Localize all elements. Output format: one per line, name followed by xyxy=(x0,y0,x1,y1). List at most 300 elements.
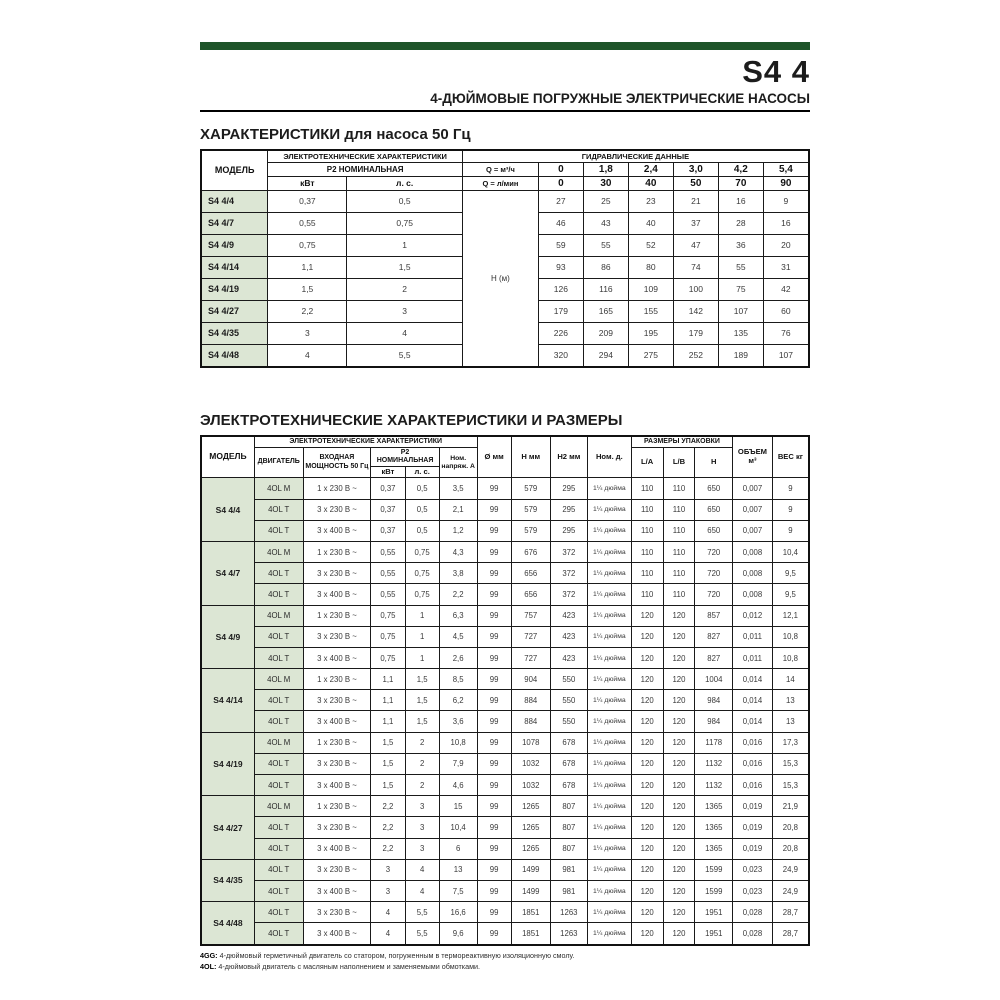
head-value-cell: 107 xyxy=(763,344,809,367)
current-cell: 13 xyxy=(439,859,477,880)
h2-cell: 807 xyxy=(550,796,587,817)
q-value: 70 xyxy=(718,176,763,190)
pack-h-cell: 1004 xyxy=(695,669,733,690)
la-header: L/A xyxy=(631,447,663,478)
table-header-row xyxy=(201,176,809,190)
kw-cell: 1,5 xyxy=(371,732,405,753)
nominal-diameter-cell: 1¼ дюйма xyxy=(587,626,631,647)
current-cell: 16,6 xyxy=(439,902,477,923)
current-cell: 2,6 xyxy=(439,647,477,668)
table-row xyxy=(201,563,809,584)
current-cell: 6,3 xyxy=(439,605,477,626)
h2-cell: 550 xyxy=(550,669,587,690)
head-value-cell: 20 xyxy=(763,234,809,256)
h-cell: 1851 xyxy=(511,923,550,945)
voltage-cell: 1 x 230 В ~ xyxy=(303,732,371,753)
h-cell: 579 xyxy=(511,520,550,541)
model-cell: S4 4/27 xyxy=(201,300,268,322)
current-cell: 15 xyxy=(439,796,477,817)
head-value-cell: 294 xyxy=(583,344,628,367)
pack-h-cell: 1365 xyxy=(695,796,733,817)
la-cell: 120 xyxy=(631,711,663,732)
nominal-current-header: Ном. напряж. А xyxy=(439,447,477,478)
head-value-cell: 55 xyxy=(583,234,628,256)
motor-cell: 4OL M xyxy=(254,605,303,626)
model-cell: S4 4/9 xyxy=(201,234,268,256)
hp-cell: 1 xyxy=(405,647,439,668)
kw-cell: 1,1 xyxy=(268,256,347,278)
weight-cell: 9,5 xyxy=(772,584,809,605)
motor-cell: 4OL M xyxy=(254,796,303,817)
current-cell: 7,5 xyxy=(439,880,477,901)
h2-cell: 1263 xyxy=(550,902,587,923)
voltage-cell: 3 x 230 В ~ xyxy=(303,563,371,584)
la-cell: 110 xyxy=(631,541,663,562)
model-cell: S4 4/48 xyxy=(201,344,268,367)
kw-cell: 4 xyxy=(371,902,405,923)
table-row xyxy=(201,669,809,690)
pack-h-cell: 720 xyxy=(695,584,733,605)
h2-cell: 423 xyxy=(550,605,587,626)
weight-header: ВЕС кг xyxy=(772,436,809,478)
voltage-cell: 1 x 230 В ~ xyxy=(303,669,371,690)
table-row xyxy=(201,478,809,499)
la-cell: 120 xyxy=(631,859,663,880)
head-value-cell: 80 xyxy=(628,256,673,278)
h-header: Н мм xyxy=(511,436,550,478)
la-cell: 110 xyxy=(631,563,663,584)
volume-cell: 0,019 xyxy=(733,838,773,859)
electro-group-header: ЭЛЕКТРОТЕХНИЧЕСКИЕ ХАРАКТЕРИСТИКИ xyxy=(268,150,463,163)
current-cell: 3,6 xyxy=(439,711,477,732)
motor-cell: 4OL T xyxy=(254,880,303,901)
q-value: 0 xyxy=(538,162,583,176)
diameter-cell: 99 xyxy=(477,541,511,562)
volume-cell: 0,023 xyxy=(733,880,773,901)
hp-header: л. с. xyxy=(347,176,463,190)
model-header: МОДЕЛЬ xyxy=(201,436,254,478)
weight-cell: 9 xyxy=(772,478,809,499)
diameter-cell: 99 xyxy=(477,563,511,584)
model-cell: S4 4/35 xyxy=(201,859,254,901)
hp-cell: 2 xyxy=(405,732,439,753)
nominal-diameter-cell: 1¼ дюйма xyxy=(587,838,631,859)
weight-cell: 24,9 xyxy=(772,880,809,901)
performance-table xyxy=(200,149,810,368)
lb-cell: 120 xyxy=(663,859,695,880)
dimensions-table xyxy=(200,435,810,946)
current-cell: 2,1 xyxy=(439,499,477,520)
head-value-cell: 252 xyxy=(673,344,718,367)
hydraulic-group-header: ГИДРАВЛИЧЕСКИЕ ДАННЫЕ xyxy=(462,150,809,163)
current-cell: 1,2 xyxy=(439,520,477,541)
h-cell: 1032 xyxy=(511,753,550,774)
diameter-cell: 99 xyxy=(477,605,511,626)
voltage-cell: 1 x 230 В ~ xyxy=(303,796,371,817)
head-value-cell: 9 xyxy=(763,190,809,212)
kw-cell: 1,1 xyxy=(371,690,405,711)
kw-header: кВт xyxy=(268,176,347,190)
nominal-diameter-cell: 1¼ дюйма xyxy=(587,647,631,668)
lb-cell: 120 xyxy=(663,669,695,690)
la-cell: 120 xyxy=(631,690,663,711)
h-cell: 1078 xyxy=(511,732,550,753)
weight-cell: 10,8 xyxy=(772,647,809,668)
kw-cell: 1,5 xyxy=(371,753,405,774)
diameter-cell: 99 xyxy=(477,520,511,541)
la-cell: 120 xyxy=(631,880,663,901)
q-value: 40 xyxy=(628,176,673,190)
current-cell: 3,5 xyxy=(439,478,477,499)
motor-cell: 4OL T xyxy=(254,838,303,859)
hp-cell: 5,5 xyxy=(405,902,439,923)
head-value-cell: 60 xyxy=(763,300,809,322)
la-cell: 120 xyxy=(631,626,663,647)
model-cell: S4 4/48 xyxy=(201,902,254,945)
weight-cell: 15,3 xyxy=(772,753,809,774)
section1-heading: ХАРАКТЕРИСТИКИ для насоса 50 Гц xyxy=(200,125,471,143)
nominal-diameter-cell: 1¼ дюйма xyxy=(587,520,631,541)
volume-cell: 0,028 xyxy=(733,902,773,923)
head-value-cell: 142 xyxy=(673,300,718,322)
voltage-cell: 3 x 400 В ~ xyxy=(303,520,371,541)
hp-cell: 1 xyxy=(347,234,463,256)
current-cell: 4,6 xyxy=(439,775,477,796)
volume-cell: 0,012 xyxy=(733,605,773,626)
head-value-cell: 43 xyxy=(583,212,628,234)
head-value-cell: 28 xyxy=(718,212,763,234)
head-value-cell: 37 xyxy=(673,212,718,234)
lb-cell: 110 xyxy=(663,499,695,520)
nominal-diameter-cell: 1¼ дюйма xyxy=(587,669,631,690)
hp-cell: 4 xyxy=(405,859,439,880)
volume-cell: 0,014 xyxy=(733,690,773,711)
pack-h-cell: 1951 xyxy=(695,902,733,923)
volume-cell: 0,011 xyxy=(733,626,773,647)
h2-cell: 295 xyxy=(550,478,587,499)
kw-cell: 3 xyxy=(371,880,405,901)
la-cell: 120 xyxy=(631,838,663,859)
current-cell: 4,3 xyxy=(439,541,477,562)
h-cell: 656 xyxy=(511,584,550,605)
model-cell: S4 4/7 xyxy=(201,541,254,605)
voltage-cell: 3 x 230 В ~ xyxy=(303,626,371,647)
voltage-cell: 3 x 230 В ~ xyxy=(303,859,371,880)
model-cell: S4 4/14 xyxy=(201,669,254,733)
q-value: 90 xyxy=(763,176,809,190)
weight-cell: 12,1 xyxy=(772,605,809,626)
footnote-line: 4OL: 4-дюймовый двигатель с масляным наполнением и заменяемыми обмотками. xyxy=(200,961,481,971)
volume-header: ОБЪЕМ м³ xyxy=(733,436,773,478)
weight-cell: 13 xyxy=(772,690,809,711)
model-cell: S4 4/4 xyxy=(201,190,268,212)
motor-cell: 4OL T xyxy=(254,902,303,923)
table-row xyxy=(201,690,809,711)
volume-cell: 0,023 xyxy=(733,859,773,880)
weight-cell: 17,3 xyxy=(772,732,809,753)
kw-cell: 2,2 xyxy=(371,796,405,817)
q-value: 50 xyxy=(673,176,718,190)
hp-cell: 5,5 xyxy=(405,923,439,945)
nominal-diameter-cell: 1¼ дюйма xyxy=(587,541,631,562)
motor-cell: 4OL T xyxy=(254,647,303,668)
hp-cell: 3 xyxy=(347,300,463,322)
h2-cell: 807 xyxy=(550,817,587,838)
table-row xyxy=(201,584,809,605)
lb-cell: 120 xyxy=(663,732,695,753)
h2-cell: 372 xyxy=(550,541,587,562)
motor-cell: 4OL M xyxy=(254,541,303,562)
motor-cell: 4OL M xyxy=(254,732,303,753)
kw-cell: 0,55 xyxy=(371,563,405,584)
diameter-cell: 99 xyxy=(477,923,511,945)
head-value-cell: 74 xyxy=(673,256,718,278)
motor-cell: 4OL T xyxy=(254,923,303,945)
lb-cell: 110 xyxy=(663,541,695,562)
pack-h-cell: 1951 xyxy=(695,923,733,945)
voltage-cell: 1 x 230 В ~ xyxy=(303,478,371,499)
table-row xyxy=(201,859,809,880)
head-value-cell: 31 xyxy=(763,256,809,278)
lb-cell: 120 xyxy=(663,647,695,668)
pack-h-cell: 857 xyxy=(695,605,733,626)
h2-cell: 678 xyxy=(550,775,587,796)
h2-cell: 550 xyxy=(550,690,587,711)
h-cell: 904 xyxy=(511,669,550,690)
pack-h-cell: 650 xyxy=(695,520,733,541)
h-cell: 676 xyxy=(511,541,550,562)
volume-cell: 0,007 xyxy=(733,478,773,499)
kw-cell: 0,75 xyxy=(371,626,405,647)
voltage-cell: 1 x 230 В ~ xyxy=(303,541,371,562)
weight-cell: 9 xyxy=(772,499,809,520)
weight-cell: 10,4 xyxy=(772,541,809,562)
motor-cell: 4OL M xyxy=(254,669,303,690)
motor-cell: 4OL T xyxy=(254,584,303,605)
hp-cell: 2 xyxy=(405,775,439,796)
hp-cell: 0,75 xyxy=(405,563,439,584)
q-value: 1,8 xyxy=(583,162,628,176)
la-cell: 120 xyxy=(631,796,663,817)
volume-cell: 0,014 xyxy=(733,669,773,690)
table-row xyxy=(201,880,809,901)
head-unit-cell: Н (м) xyxy=(462,190,538,367)
head-value-cell: 46 xyxy=(538,212,583,234)
h2-cell: 423 xyxy=(550,626,587,647)
table-row xyxy=(201,817,809,838)
kw-cell: 1,1 xyxy=(371,669,405,690)
kw-cell: 0,55 xyxy=(268,212,347,234)
nominal-diameter-cell: 1¼ дюйма xyxy=(587,880,631,901)
volume-cell: 0,014 xyxy=(733,711,773,732)
head-value-cell: 25 xyxy=(583,190,628,212)
h-cell: 757 xyxy=(511,605,550,626)
table-row xyxy=(201,711,809,732)
hp-cell: 1 xyxy=(405,626,439,647)
weight-cell: 9 xyxy=(772,520,809,541)
kw-cell: 0,75 xyxy=(371,605,405,626)
head-value-cell: 100 xyxy=(673,278,718,300)
voltage-cell: 3 x 400 В ~ xyxy=(303,711,371,732)
table-row xyxy=(201,647,809,668)
volume-cell: 0,019 xyxy=(733,796,773,817)
hp-cell: 2 xyxy=(405,753,439,774)
h2-cell: 550 xyxy=(550,711,587,732)
head-value-cell: 209 xyxy=(583,322,628,344)
model-cell: S4 4/19 xyxy=(201,732,254,796)
diameter-cell: 99 xyxy=(477,711,511,732)
weight-cell: 20,8 xyxy=(772,838,809,859)
table-row xyxy=(201,626,809,647)
table-row xyxy=(201,541,809,562)
h2-cell: 295 xyxy=(550,520,587,541)
weight-cell: 21,9 xyxy=(772,796,809,817)
model-cell: S4 4/35 xyxy=(201,322,268,344)
lb-cell: 120 xyxy=(663,923,695,945)
diameter-cell: 99 xyxy=(477,478,511,499)
h-cell: 656 xyxy=(511,563,550,584)
current-cell: 3,8 xyxy=(439,563,477,584)
kw-cell: 0,75 xyxy=(268,234,347,256)
q-value: 3,0 xyxy=(673,162,718,176)
head-value-cell: 23 xyxy=(628,190,673,212)
table-row xyxy=(201,499,809,520)
table-row xyxy=(201,796,809,817)
hp-cell: 3 xyxy=(405,838,439,859)
h2-header: Н2 мм xyxy=(550,436,587,478)
hp-cell: 0,75 xyxy=(347,212,463,234)
motor-cell: 4OL T xyxy=(254,817,303,838)
kw-cell: 4 xyxy=(268,344,347,367)
h2-cell: 1263 xyxy=(550,923,587,945)
kw-cell: 3 xyxy=(371,859,405,880)
q-m3h-header: Q = м³/ч xyxy=(462,162,538,176)
head-value-cell: 126 xyxy=(538,278,583,300)
lb-cell: 120 xyxy=(663,605,695,626)
accent-bar xyxy=(200,42,810,50)
diameter-cell: 99 xyxy=(477,796,511,817)
current-cell: 2,2 xyxy=(439,584,477,605)
h-cell: 727 xyxy=(511,626,550,647)
motor-cell: 4OL T xyxy=(254,563,303,584)
kw-cell: 0,37 xyxy=(371,478,405,499)
lb-cell: 120 xyxy=(663,880,695,901)
current-cell: 10,8 xyxy=(439,732,477,753)
la-cell: 110 xyxy=(631,478,663,499)
motor-cell: 4OL T xyxy=(254,859,303,880)
product-code-title: S4 4 xyxy=(742,54,810,89)
h-cell: 884 xyxy=(511,711,550,732)
la-cell: 120 xyxy=(631,753,663,774)
lb-cell: 120 xyxy=(663,753,695,774)
current-cell: 4,5 xyxy=(439,626,477,647)
model-cell: S4 4/27 xyxy=(201,796,254,860)
head-value-cell: 21 xyxy=(673,190,718,212)
diameter-cell: 99 xyxy=(477,669,511,690)
table-row xyxy=(201,838,809,859)
table-row xyxy=(201,775,809,796)
la-cell: 110 xyxy=(631,499,663,520)
kw-cell: 0,55 xyxy=(371,541,405,562)
table-header-row xyxy=(201,150,809,163)
diameter-cell: 99 xyxy=(477,499,511,520)
voltage-cell: 3 x 400 В ~ xyxy=(303,923,371,945)
h2-cell: 981 xyxy=(550,880,587,901)
h2-cell: 295 xyxy=(550,499,587,520)
q-value: 2,4 xyxy=(628,162,673,176)
hp-cell: 4 xyxy=(347,322,463,344)
diameter-cell: 99 xyxy=(477,647,511,668)
q-value: 5,4 xyxy=(763,162,809,176)
diameter-cell: 99 xyxy=(477,690,511,711)
packaging-group-header: РАЗМЕРЫ УПАКОВКИ xyxy=(631,436,732,448)
voltage-cell: 3 x 230 В ~ xyxy=(303,753,371,774)
la-cell: 120 xyxy=(631,817,663,838)
lb-cell: 120 xyxy=(663,817,695,838)
pack-h-cell: 720 xyxy=(695,563,733,584)
voltage-cell: 3 x 400 В ~ xyxy=(303,775,371,796)
lb-cell: 110 xyxy=(663,584,695,605)
diameter-cell: 99 xyxy=(477,817,511,838)
h2-cell: 372 xyxy=(550,584,587,605)
pack-h-cell: 1178 xyxy=(695,732,733,753)
weight-cell: 15,3 xyxy=(772,775,809,796)
current-cell: 7,9 xyxy=(439,753,477,774)
model-cell: S4 4/9 xyxy=(201,605,254,669)
weight-cell: 13 xyxy=(772,711,809,732)
table-row xyxy=(201,902,809,923)
table-row xyxy=(201,190,809,212)
hp-cell: 1,5 xyxy=(405,711,439,732)
diameter-cell: 99 xyxy=(477,753,511,774)
footnotes xyxy=(200,950,810,972)
diameter-cell: 99 xyxy=(477,584,511,605)
kw-cell: 2,2 xyxy=(371,817,405,838)
motor-cell: 4OL M xyxy=(254,478,303,499)
pack-h-cell: 720 xyxy=(695,541,733,562)
weight-cell: 14 xyxy=(772,669,809,690)
lb-cell: 120 xyxy=(663,775,695,796)
pack-h-cell: 650 xyxy=(695,478,733,499)
hp-cell: 0,75 xyxy=(405,541,439,562)
diameter-cell: 99 xyxy=(477,902,511,923)
lb-cell: 120 xyxy=(663,711,695,732)
nominal-diameter-cell: 1¼ дюйма xyxy=(587,902,631,923)
volume-cell: 0,011 xyxy=(733,647,773,668)
nominal-diameter-header: Ном. д. xyxy=(587,436,631,478)
hp-cell: 1 xyxy=(405,605,439,626)
electro-group-header: ЭЛЕКТРОТЕХНИЧЕСКИЕ ХАРАКТЕРИСТИКИ xyxy=(254,436,477,448)
motor-cell: 4OL T xyxy=(254,775,303,796)
kw-cell: 0,37 xyxy=(371,499,405,520)
h2-cell: 372 xyxy=(550,563,587,584)
volume-cell: 0,007 xyxy=(733,520,773,541)
head-value-cell: 179 xyxy=(538,300,583,322)
motor-cell: 4OL T xyxy=(254,753,303,774)
footnote-label: 4GG: xyxy=(200,950,220,960)
weight-cell: 20,8 xyxy=(772,817,809,838)
kw-cell: 0,37 xyxy=(268,190,347,212)
kw-cell: 0,37 xyxy=(371,520,405,541)
nominal-diameter-cell: 1¼ дюйма xyxy=(587,817,631,838)
head-value-cell: 109 xyxy=(628,278,673,300)
model-cell: S4 4/4 xyxy=(201,478,254,542)
head-value-cell: 189 xyxy=(718,344,763,367)
h-cell: 1499 xyxy=(511,859,550,880)
head-value-cell: 86 xyxy=(583,256,628,278)
la-cell: 110 xyxy=(631,584,663,605)
head-value-cell: 320 xyxy=(538,344,583,367)
